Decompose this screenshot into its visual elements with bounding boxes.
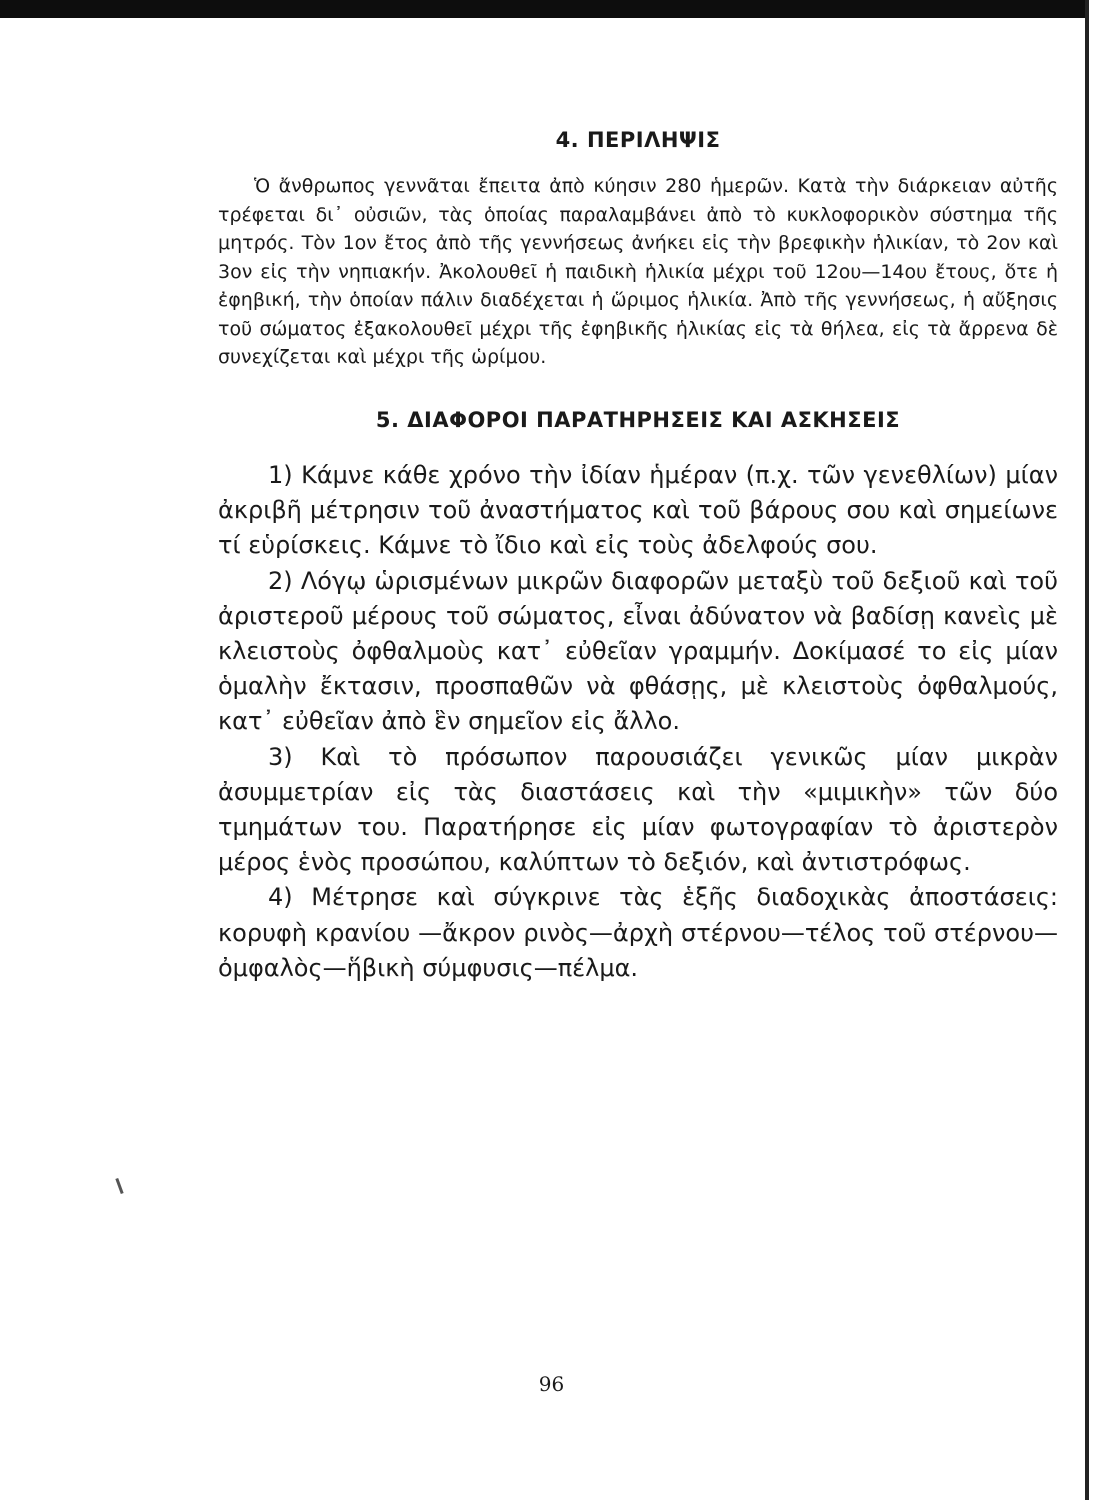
section-5-title: 5. ΔΙΑΦΟΡΟΙ ΠΑΡΑΤΗΡΗΣΕΙΣ ΚΑΙ ΑΣΚΗΣΕΙΣ — [375, 408, 901, 432]
exercise-item: 3) Καὶ τὸ πρόσωπον παρουσιάζει γενικῶς μίαν μικρὰν ἀσυμμετρίαν εἰς τὰς διαστάσεις καὶ τὴν «μιμικὴν» τῶν δύο τμημάτων του. Παρατήρησε εἰς μίαν φωτογραφίαν τὸ ἀριστερὸν μέρος ἑνὸς προσώπου, καλύπτων τὸ δεξιόν, καὶ ἀντιστρόφως. — [218, 742, 1058, 877]
scan-top-border — [0, 0, 1103, 18]
scan-right-border — [1085, 0, 1103, 1500]
section-4-title: 4. ΠΕΡΙΛΗΨΙΣ — [555, 128, 721, 152]
summary-paragraph: Ὁ ἄνθρωπος γεννᾶται ἔπειτα ἀπὸ κύησιν 280 ἡμερῶν. Κατὰ τὴν διάρκειαν αὐτῆς τρέφεται δι᾿ οὐσιῶν, τὰς ὁποίας παραλαμβάνει ἀπὸ τὸ κυκλοφορικὸν σύστημα τῆς μητρός. Τὸν 1ον ἔτος ἀπὸ τῆς γεννήσεως ἀνήκει εἰς τὴν βρεφικὴν ἡλικίαν, τὸ 2ον καὶ 3ον εἰς τὴν νηπιακήν. Ἀκολουθεῖ ἡ παιδικὴ ἡλικία μέχρι τοῦ 12ου—14ου ἔτους, ὅτε ἡ ἐφηβική, τὴν ὁποίαν πάλιν διαδέχεται ἡ ὥριμος ἡλικία. Ἀπὸ τῆς γεννήσεως, ἡ αὔξησις τοῦ σώματος ἐξακολουθεῖ μέχρι τῆς ἐφηβικῆς ἡλικίας εἰς τὰ θήλεα, εἰς τὰ ἄρρενα δὲ συνεχίζεται καὶ μέχρι τῆς ὡρίμου. — [218, 175, 1058, 368]
scan-artifact-mark — [115, 1178, 123, 1194]
exercises-block — [218, 458, 1058, 986]
exercise-item: 2) Λόγῳ ὡρισμένων μικρῶν διαφορῶν μεταξὺ τοῦ δεξιοῦ καὶ τοῦ ἀριστεροῦ μέρους τοῦ σώματος, εἶναι ἀδύνατον νὰ βαδίσῃ κανεὶς μὲ κλειστοὺς ὀφθαλμοὺς κατ᾿ εὐθεῖαν γραμμήν. Δοκίμασέ το εἰς μίαν ὁμαλὴν ἔκτασιν, προσπαθῶν νὰ φθάσῃς, μὲ κλειστοὺς ὀφθαλμούς, κατ᾿ εὐθεῖαν ἀπὸ ἓν σημεῖον εἰς ἄλλο. — [218, 566, 1058, 736]
exercise-item: 4) Μέτρησε καὶ σύγκρινε τὰς ἑξῆς διαδοχικὰς ἀποστάσεις: κορυφὴ κρανίου —ἄκρον ρινὸς—ἀρχὴ στέρνου—τέλος τοῦ στέρνου— ὀμφαλὸς—ἥβικὴ σύμφυσις—πέλμα. — [218, 883, 1058, 982]
summary-block — [218, 172, 1058, 372]
exercise-item: 1) Κάμνε κάθε χρόνο τὴν ἰδίαν ἡμέραν (π.χ. τῶν γενεθλίων) μίαν ἀκριβῆ μέτρησιν τοῦ ἀναστήματος καὶ τοῦ βάρους σου καὶ σημείωνε τί εὑρίσκεις. Κάμνε τὸ ἴδιο καὶ εἰς τοὺς ἀδελφούς σου. — [218, 461, 1058, 560]
page-number: 96 — [538, 1372, 565, 1396]
